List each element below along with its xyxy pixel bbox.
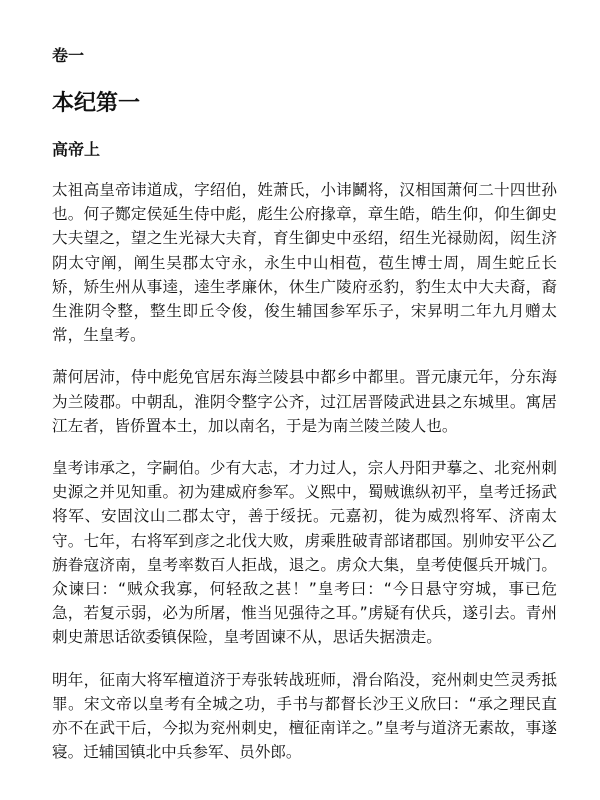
volume-heading: 卷一 (52, 46, 85, 65)
paragraph-1: 太祖高皇帝讳道成，字绍伯，姓萧氏，小讳鬭将，汉相国萧何二十四世孙也。何子酂定侯延生侍中彪，彪生公府掾章，章生皓，皓生仰，仰生御史大夫望之，望之生光禄大夫育，育生御史中丞绍，绍生光禄勋闳，闳生济阴太守阐，阐生吴郡太守永，永生中山相苞，苞生博士周，周生蛇丘长矫，矫生州从事逵，逵生孝廉休，休生广陵府丞豹，豹生太中大夫裔，裔生淮阴令整，整生即丘令俊，俊生辅国参军乐子，宋昇明二年九月赠太常，生皇考。 (52, 181, 557, 345)
paragraph-4: 明年，征南大将军檀道济于寿张转战班师，滑台陷没，兖州刺史竺灵秀抵罪。宋文帝以皇考有全城之功，手书与都督长沙王义欣曰：“承之理民直亦不在武干后，今拟为兖州刺史，檀征南详之。”皇考与道济无素故，事遂寝。迁辅国镇北中兵参军、员外郎。 (52, 670, 557, 762)
paragraph-2: 萧何居沛，侍中彪免官居东海兰陵县中都乡中都里。晋元康元年，分东海为兰陵郡。中朝乱，淮阴令整字公齐，过江居晋陵武进县之东城里。寓居江左者，皆侨置本土，加以南名，于是为南兰陵兰陵人也。 (52, 368, 557, 435)
chapter-title: 本纪第一 (52, 91, 141, 116)
body-text (52, 178, 557, 782)
section-heading: 高帝上 (52, 140, 101, 159)
paragraph-3: 皇考讳承之，字嗣伯。少有大志，才力过人，宗人丹阳尹摹之、北兖州刺史源之并见知重。初为建威府参军。义熙中，蜀贼谯纵初平，皇考迁扬武将军、安固汶山二郡太守，善于绥抚。元嘉初，徙为威烈将军、济南太守。七年，右将军到彦之北伐大败，虏乘胜破青部诸郡国。别帅安平公乙旃眷寇济南，皇考率数百人拒战，退之。虏众大集，皇考使偃兵开城门。众谏曰：“贼众我寡，何轻敌之甚！”皇考曰：“今日悬守穷城，事已危急，若复示弱，必为所屠，惟当见强待之耳。”虏疑有伏兵，遂引去。青州刺史萧思话欲委镇保险，皇考固谏不从，思话失据溃走。 (52, 459, 557, 647)
